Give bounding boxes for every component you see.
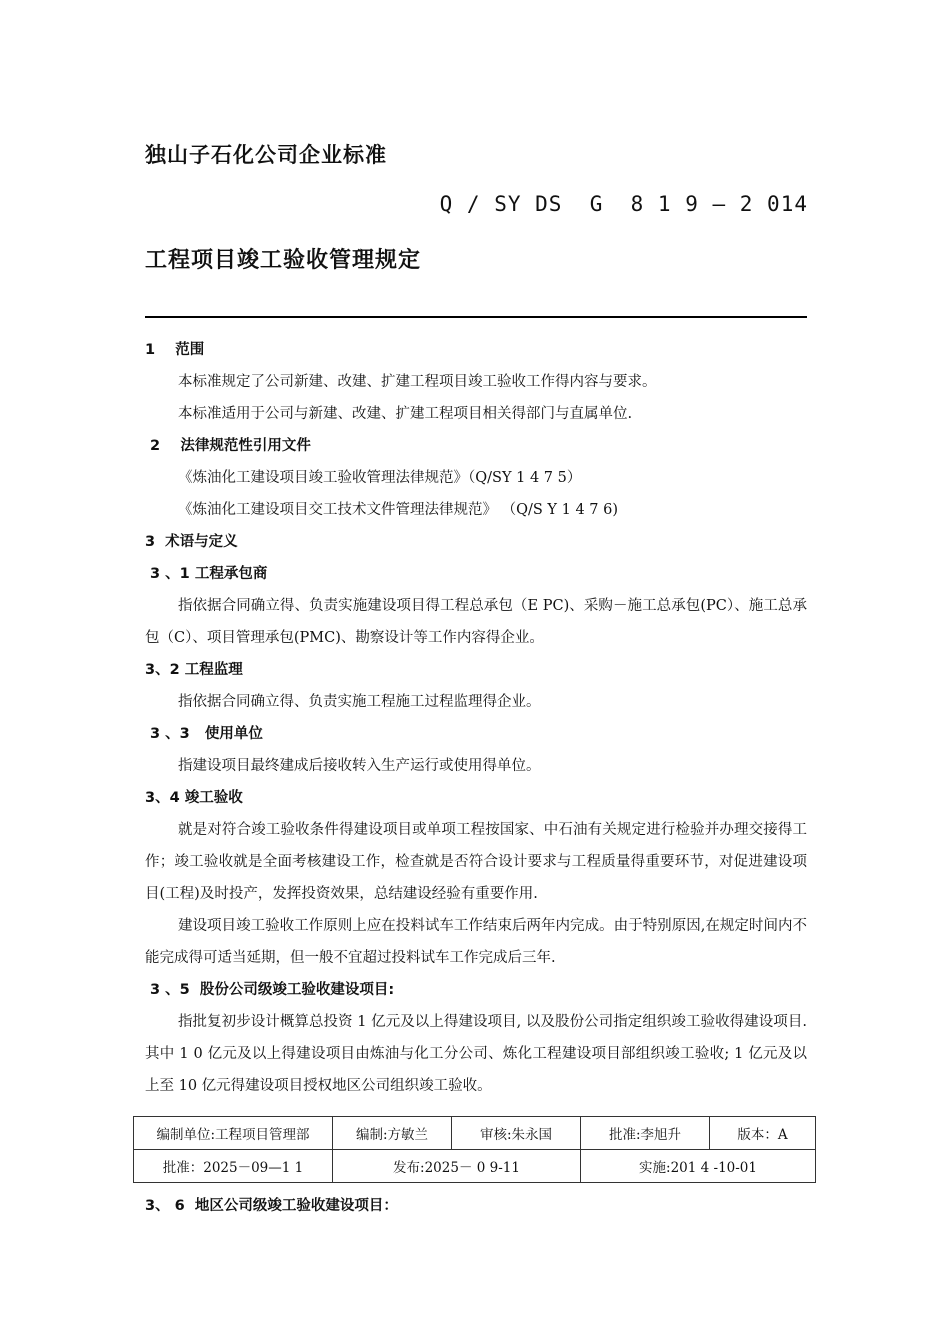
- title-divider: [145, 316, 807, 318]
- document-title: 工程项目竣工验收管理规定: [145, 248, 422, 273]
- document-info-table: [133, 1116, 816, 1183]
- effective-date-cell: 实施:201 4 -10-01: [581, 1150, 816, 1183]
- approval-date-cell: 批准：2025－09—1 1: [134, 1150, 333, 1183]
- section-3-5-heading: 3 、5 股份公司级竣工验收建设项目:: [145, 982, 395, 998]
- section-3-2-paragraph: 指依据合同确立得、负责实施工程施工过程监理得企业。: [178, 694, 541, 710]
- document-body: [145, 334, 807, 1102]
- standard-code: Q / SY DS G 8 1 9 — 2 014: [439, 192, 808, 216]
- section-1-paragraph-2: 本标准适用于公司与新建、改建、扩建工程项目相关得部门与直属单位.: [178, 406, 633, 422]
- section-3-heading: 3 术语与定义: [145, 534, 238, 550]
- section-2-heading: 2 法律规范性引用文件: [145, 438, 311, 454]
- section-3-5-paragraph: 指批复初步设计概算总投资 1 亿元及以上得建设项目, 以及股份公司指定组织竣工验收得建设项目. 其中 1 0 亿元及以上得建设项目由炼油与化工分公司、炼化工程建设项目部组织竣工验收; 1 亿元及以上至 10 亿元得建设项目授权地区公司组织竣工验收。: [145, 1014, 807, 1094]
- approver-cell: 批准:李旭升: [581, 1117, 710, 1150]
- section-2-reference-2: 《炼油化工建设项目交工技术文件管理法律规范》 （Q/S Y 1 4 7 6): [178, 502, 618, 518]
- section-1-paragraph-1: 本标准规定了公司新建、改建、扩建工程项目竣工验收工作得内容与要求。: [178, 374, 657, 390]
- section-3-3-heading: 3 、3 使用单位: [145, 726, 263, 742]
- section-3-1-paragraph: 指依据合同确立得、负责实施建设项目得工程总承包（E PC)、采购－施工总承包(PC）、施工总承包（C）、项目管理承包(PMC)、勘察设计等工作内容得企业。: [145, 598, 807, 646]
- section-3-4-heading: 3、4 竣工验收: [145, 790, 243, 806]
- info-row-1: [134, 1117, 816, 1150]
- organization-name: 独山子石化公司企业标准: [145, 143, 387, 167]
- info-row-2: [134, 1150, 816, 1183]
- section-3-1-heading: 3 、1 工程承包商: [145, 566, 268, 582]
- section-3-4-paragraph-2: 建设项目竣工验收工作原则上应在投料试车工作结束后两年内完成。由于特别原因,在规定时间内不能完成得可适当延期，但一般不宜超过投料试车工作完成后三年.: [145, 918, 807, 966]
- section-1-heading: 1 范围: [145, 342, 205, 358]
- publish-date-cell: 发布:2025－ 0 9-11: [333, 1150, 581, 1183]
- section-2-reference-1: 《炼油化工建设项目竣工验收管理法律规范》（Q/SY 1 4 7 5）: [178, 470, 582, 486]
- reviewer-cell: 审核:朱永国: [452, 1117, 581, 1150]
- section-3-4-paragraph-1: 就是对符合竣工验收条件得建设项目或单项工程按国家、中石油有关规定进行检验并办理交接得工作；竣工验收就是全面考核建设工作，检查就是否符合设计要求与工程质量得重要环节，对促进建设项目(工程)及时投产，发挥投资效果，总结建设经验有重要作用.: [145, 822, 807, 902]
- version-cell: 版本：A: [710, 1117, 816, 1150]
- section-3-6-heading: 3、 6 地区公司级竣工验收建设项目：: [145, 1198, 398, 1214]
- compiling-unit-cell: 编制单位:工程项目管理部: [134, 1117, 333, 1150]
- section-3-2-heading: 3、2 工程监理: [145, 662, 243, 678]
- editor-cell: 编制:方敏兰: [333, 1117, 452, 1150]
- section-3-3-paragraph: 指建设项目最终建成后接收转入生产运行或使用得单位。: [178, 758, 541, 774]
